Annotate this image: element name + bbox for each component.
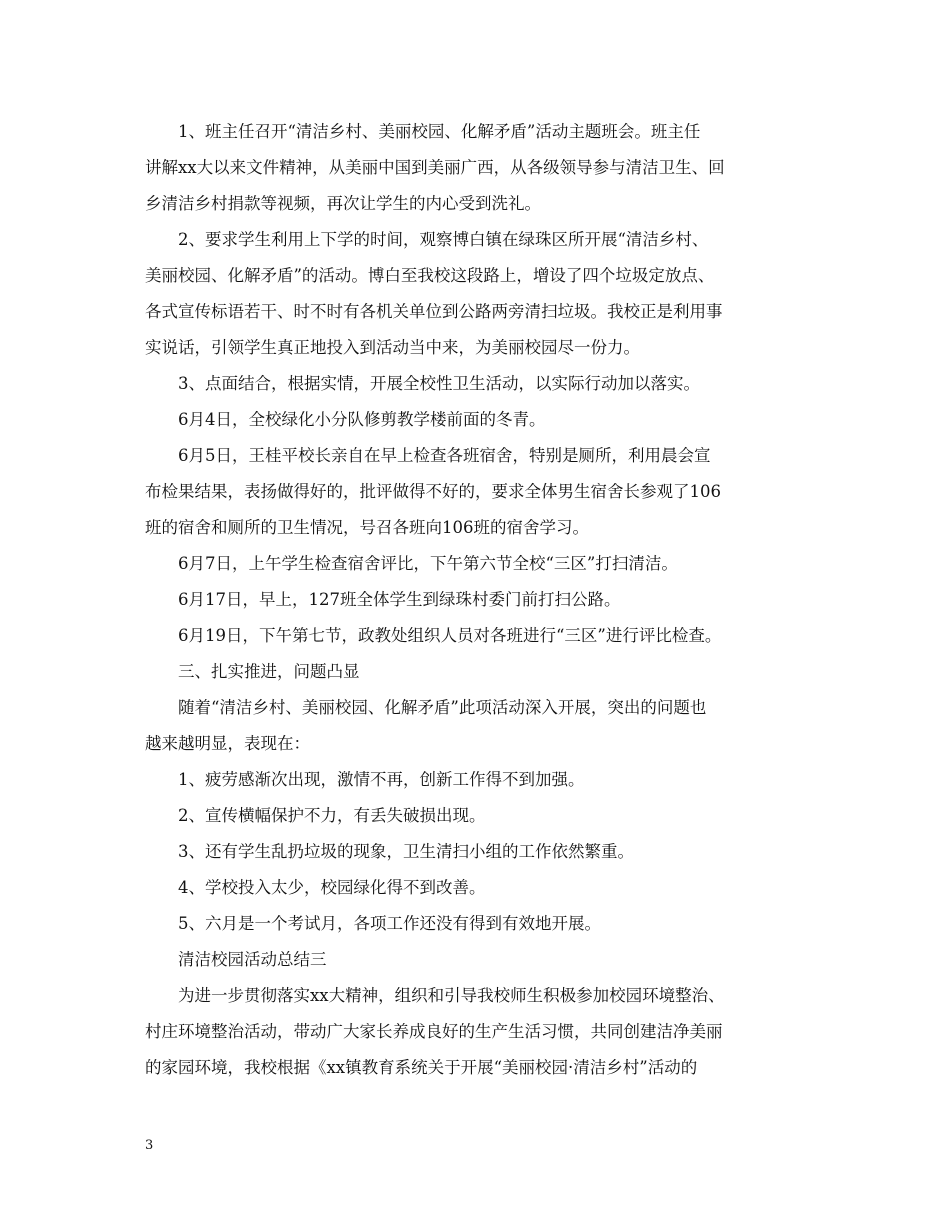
- paragraph-line: 布检果结果，表扬做得好的，批评做得不好的，要求全体男生宿舍长参观了106: [145, 482, 721, 501]
- paragraph-line: 班的宿舍和厕所的卫生情况，号召各班向106班的宿舍学习。: [145, 518, 589, 537]
- paragraph-line: 6月17日，早上，127班全体学生到绿珠村委门前打扫公路。: [178, 590, 621, 609]
- paragraph-line: 6月19日，下午第七节，政教处组织人员对各班进行“三区”进行评比检查。: [178, 626, 722, 645]
- list-item: 1、疲劳感渐次出现，激情不再，创新工作得不到加强。: [178, 770, 585, 789]
- section-heading: 三、扎实推进，问题凸显: [178, 662, 360, 681]
- list-item: 3、还有学生乱扔垃圾的现象，卫生清扫小组的工作依然繁重。: [178, 842, 634, 861]
- paragraph-line: 1、班主任召开“清洁乡村、美丽校园、化解矛盾”活动主题班会。班主任: [178, 122, 701, 141]
- list-item: 2、宣传横幅保护不力，有丢失破损出现。: [178, 806, 486, 825]
- paragraph-line: 2、要求学生利用上下学的时间，观察博白镇在绿珠区所开展“清洁乡村、: [178, 230, 709, 249]
- paragraph-line: 讲解xx大以来文件精神，从美丽中国到美丽广西，从各级领导参与清洁卫生、回: [145, 158, 725, 177]
- paragraph-line: 实说话，引领学生真正地投入到活动当中来，为美丽校园尽一份力。: [145, 338, 640, 357]
- page-number: 3: [145, 1138, 154, 1153]
- list-item: 4、学校投入太少，校园绿化得不到改善。: [178, 878, 486, 897]
- list-item: 5、六月是一个考试月，各项工作还没有得到有效地开展。: [178, 914, 601, 933]
- paragraph-line: 的家园环境，我校根据《xx镇教育系统关于开展“美丽校园·清洁乡村”活动的: [145, 1058, 698, 1077]
- paragraph-line: 村庄环境整治活动，带动广大家长养成良好的生产生活习惯，共同创建洁净美丽: [145, 1022, 723, 1041]
- paragraph-line: 各式宣传标语若干、时不时有各机关单位到公路两旁清扫垃圾。我校正是利用事: [145, 302, 723, 321]
- paragraph-line: 6月7日，上午学生检查宿舍评比，下午第六节全校“三区”打扫清洁。: [178, 554, 678, 573]
- paragraph-line: 乡清洁乡村捐款等视频，再次让学生的内心受到洗礼。: [145, 194, 541, 213]
- paragraph-line: 为进一步贯彻落实xx大精神，组织和引导我校师生积极参加校园环境整治、: [178, 986, 725, 1005]
- paragraph-line: 6月5日，王桂平校长亲自在早上检查各班宿舍，特别是厕所，利用晨会宣: [178, 446, 711, 465]
- paragraph-line: 3、点面结合，根据实情，开展全校性卫生活动，以实际行动加以落实。: [178, 374, 700, 393]
- document-body: [145, 114, 815, 1086]
- section-title: 清洁校园活动总结三: [178, 950, 327, 969]
- paragraph-line: 随着“清洁乡村、美丽校园、化解矛盾”此项活动深入开展，突出的问题也: [178, 698, 707, 717]
- paragraph-line: 越来越明显，表现在：: [145, 734, 310, 753]
- paragraph-line: 6月4日，全校绿化小分队修剪教学楼前面的冬青。: [178, 410, 546, 429]
- paragraph-line: 美丽校园、化解矛盾”的活动。博白至我校这段路上，增设了四个垃圾定放点、: [145, 266, 715, 285]
